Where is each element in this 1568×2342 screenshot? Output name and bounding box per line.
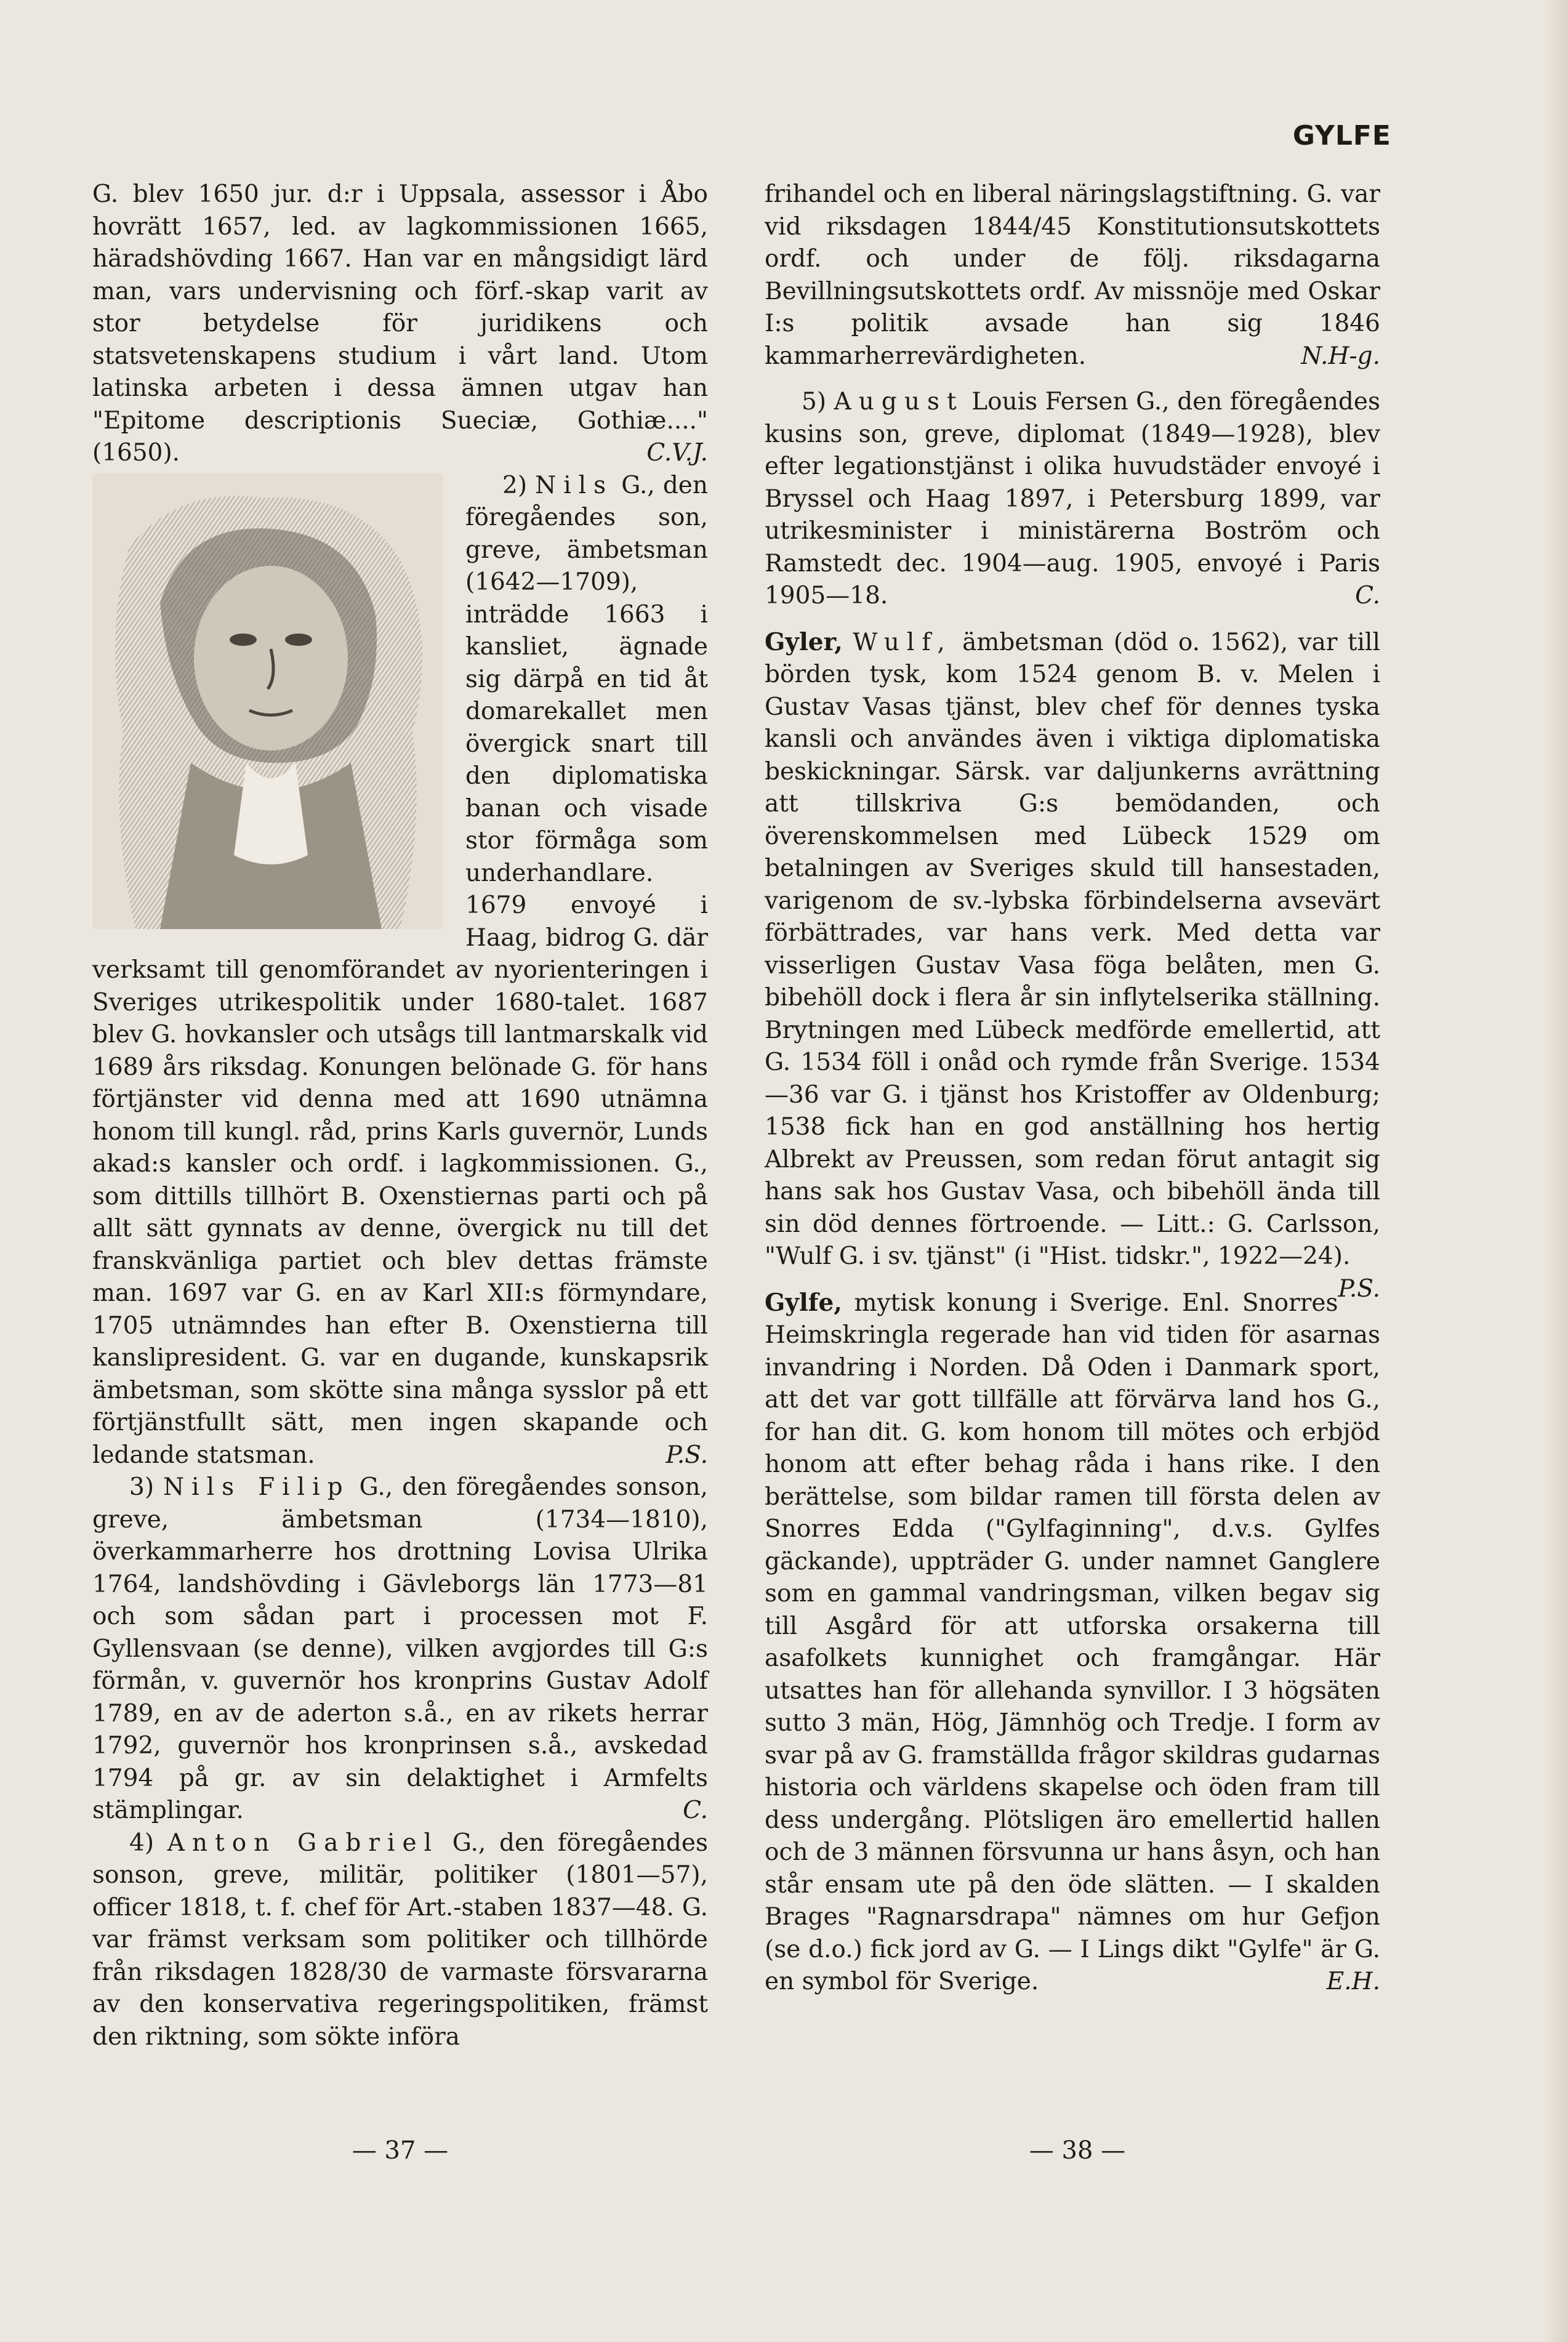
entry-nils: [92, 470, 708, 1472]
entry-headword: Gylfe,: [765, 1288, 842, 1317]
portrait-image: [92, 473, 443, 929]
entry-person-name: Wulf,: [853, 628, 952, 656]
author-signature: P.S.: [1338, 1274, 1380, 1303]
running-title: GYLFE: [1292, 120, 1391, 151]
author-signature: C.V.J.: [646, 439, 708, 467]
entry-text: ämbetsman (död o. 1562), var till börden tysk, kom 1524 genom B. v. Melen i Gustav Vasas tjänst, blev chef för dennes tyska kansli och användes även i viktiga diplomatiska beskickningar. Särsk. var daljunkerns avrättning att tillskriva G:s bemödanden, och överenskommelsen med Lübeck 1529 om betalningen av Sveriges skuld till hansestaden, varigenom de sv.-lybska förbindelserna avsevärt förbättrades, var hans verk. Med detta var visserligen Gustav Vasa föga belåten, men G. bibehöll dock i flera år sin inflytelserika ställning. Brytningen med Lübeck medförde emellertid, att G. 1534 föll i onåd och rymde från Sverige. 1534—36 var G. i tjänst hos Kristoffer av Oldenburg; 1538 fick han en god anställning hos hertig Albrekt av Preussen, som redan förut antagit sig hans sak hos Gustav Vasa, och bibehöll ända till sin död dennes förtroende. — Litt.: G. Carlsson, "Wulf G. i sv. tjänst" (i "Hist. tidskr.", 1922—24).: [765, 628, 1380, 1270]
entry-august: [765, 386, 1380, 613]
author-signature: C.: [683, 1797, 708, 1824]
entry-number: 2): [502, 471, 528, 499]
author-signature: C.: [1355, 582, 1380, 610]
entry-anton-gabriel: [92, 1827, 708, 2054]
author-signature: E.H.: [1326, 1968, 1380, 1995]
entry-continuation: [765, 179, 1380, 372]
entry-text: Louis Fersen G., den föregåendes kusins son, greve, diplomat (1849—1928), blev efter legationstjänst i olika huvudstäder envoyé i Bryssel och Haag 1897, i Petersburg 1899, var utrikesminister i ministärerna Boström och Ramstedt dec. 1904—aug. 1905, envoyé i Paris 1905—18.: [765, 388, 1380, 610]
entry-gylfe: [765, 1287, 1380, 1998]
entry-person-name: August: [834, 388, 964, 416]
entry-continuation: [92, 179, 708, 470]
entry-body: G., den föregåendes son, greve, ämbetsman (1642—1709), inträdde 1663 i kansliet, ägnade sig därpå en tid åt domarekallet men övergick snart till den diplomatiska banan och visade stor förmåga som underhandlare. 1679 envoyé i Haag, bidrog G. där verksamt till genomförandet av nyorienteringen i Sveriges utrikespolitik under 1680-talet. 1687 blev G. hovkansler och utsågs till lantmarskalk vid 1689 års riksdag. Konungen belönade G. för hans förtjänster vid denna med att 1690 utnämna honom till kungl. råd, prins Karls guvernör, Lunds akad:s kansler och ordf. i lagkommissionen. G., som dittills tillhört B. Oxenstiernas parti och på allt sätt gynnats av denne, övergick nu till det franskvänliga partiet och blev dettas främste man. 1697 var G. en av Karl XII:s förmyndare, 1705 utnämndes han efter B. Oxenstierna till kanslipresident. G. var en dugande, kunskapsrik ämbetsman, som skötte sina många sysslor på ett förtjänstfullt sätt, men ingen skapande och ledande statsman.: [92, 471, 708, 1469]
entry-text: G., den föregåendes sonson, greve, ämbetsman (1734—1810), överkammarherre hos drottning Lovisa Ulrika 1764, landshövding i Gävleborgs län 1773—81 och som sådan part i processen mot F. Gyllensvaan (se denne), vilken avgjordes till G:s förmån, v. guvernör hos kronprins Gustav Adolf 1789, en av de aderton s.å., en av rikets herrar 1792, guvernör hos kronprinsen s.å., avskedad 1794 på gr. av sin delaktighet i Armfelts stämplingar.: [92, 1473, 708, 1824]
page-number-left: — 37 —: [352, 2136, 449, 2165]
right-column: [765, 179, 1380, 1998]
entry-number: 5): [802, 388, 827, 416]
left-column: [92, 179, 708, 2053]
entry-number: 3): [129, 1473, 155, 1501]
entry-person-name: Anton Gabriel: [167, 1829, 440, 1857]
page-edge-shadow: [1543, 0, 1568, 2342]
entry-person-name: Nils Filip: [163, 1473, 350, 1501]
entry-text: G., den föregåendes sonson, greve, militär, politiker (1801—57), officer 1818, t. f. chef för Art.-staben 1837—48. G. var främst verksam som politiker och tillhörde från riksdagen 1828/30 de varmaste försvararna av den konservativa regeringspolitiken, främst den riktning, som sökte införa: [92, 1829, 708, 2051]
entry-person-name: Nils: [535, 471, 614, 499]
portrait-engraving: [92, 473, 443, 929]
author-signature: P.S.: [665, 1441, 708, 1469]
author-signature: N.H-g.: [1301, 342, 1380, 370]
entry-text: frihandel och en liberal näringslagstiftning. G. var vid riksdagen 1844/45 Konstitutionsutskottets ordf. och under de följ. riksdagarna Bevillningsutskottets ordf. Av missnöje med Oskar I:s politik avsade han sig 1846 kammarherrevärdigheten.: [765, 180, 1380, 370]
entry-headword: Gyler,: [765, 627, 843, 656]
entry-number: 4): [129, 1829, 155, 1857]
entry-nils-filip: [92, 1471, 708, 1827]
entry-text: G. blev 1650 jur. d:r i Uppsala, assessor i Åbo hovrätt 1657, led. av lagkommissionen 1665, häradshövding 1667. Han var en mångsidigt lärd man, vars undervisning och förf.-skap varit av stor betydelse för juridikens och statsvetenskapens studium i vårt land. Utom latinska arbeten i dessa ämnen utgav han "Epitome descriptionis Sueciæ, Gothiæ...." (1650).: [92, 180, 708, 467]
entry-text: mytisk konung i Sverige. Enl. Snorres Heimskringla regerade han vid tiden för asarnas invandring i Norden. Då Oden i Danmark sport, att det var gott tillfälle att förvärva land hos G., for han dit. G. kom honom till mötes och erbjöd honom att efter behag råda i hans rike. I den berättelse, som bildar ramen till första delen av Snorres Edda ("Gylfaginning", d.v.s. Gylfes gäckande), uppträder G. under namnet Ganglere som en gammal vandringsman, vilken begav sig till Asgård för att utforska orsakerna till asafolkets kunnighet och framgångar. Här utsattes han för allehanda synvillor. I 3 högsäten sutto 3 män, Hög, Jämnhög och Tredje. I form av svar på av G. framställda frågor skildras gudarnas historia och världens skapelse och öden fram till dess undergång. Plötsligen äro emellertid hallen och de 3 männen försvunna ur hans åsyn, och han står ensam ute på den öde slätten. — I skalden Brages "Ragnarsdrapa" nämnes om hur Gefjon (se d.o.) fick jord av G. — I Lings dikt "Gylfe" är G. en symbol för Sverige.: [765, 1289, 1380, 1995]
entry-text: [92, 472, 708, 1469]
page-number-right: — 38 —: [1029, 2136, 1126, 2165]
